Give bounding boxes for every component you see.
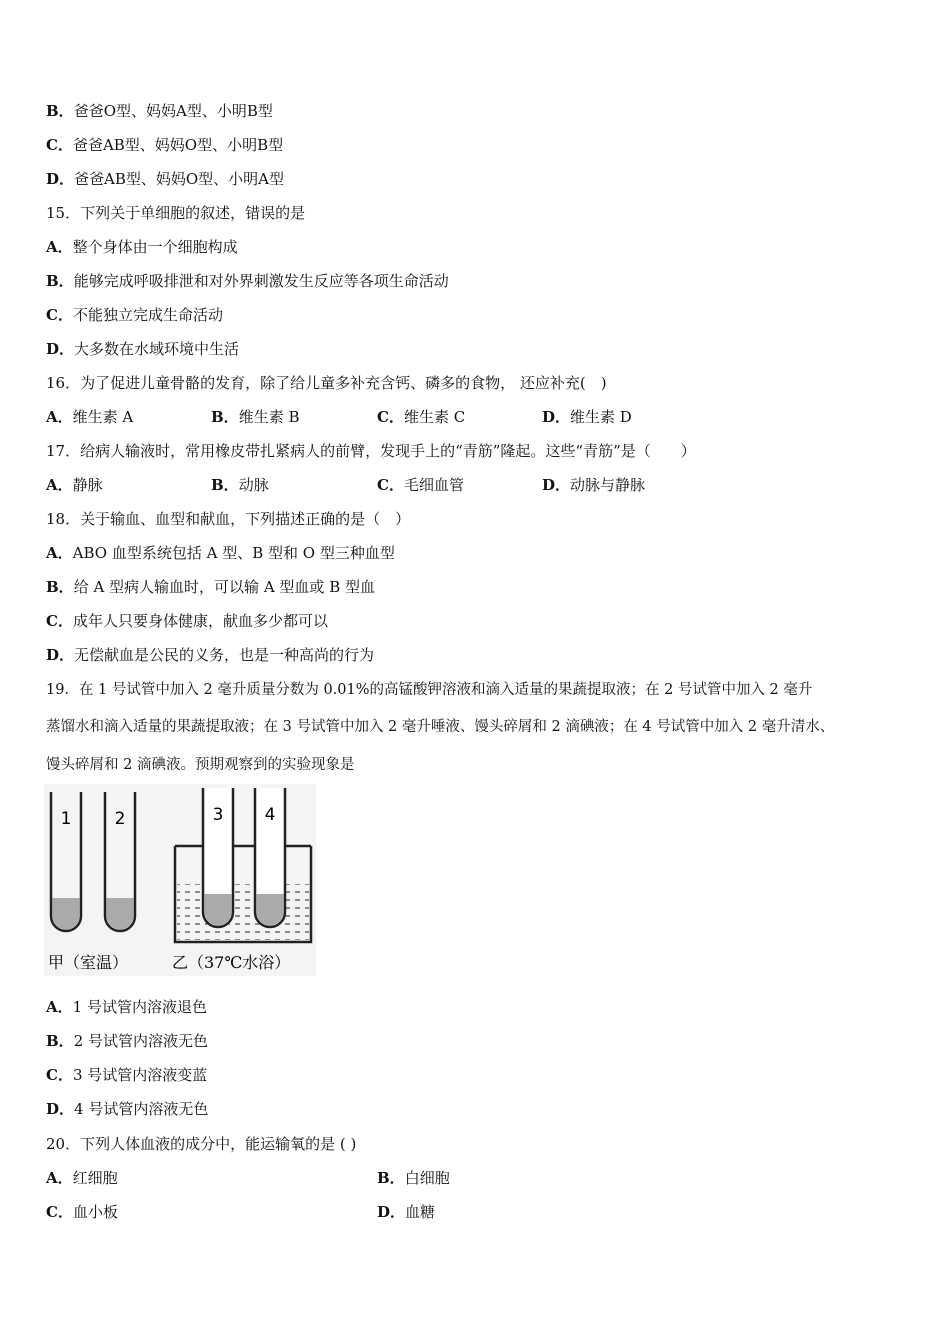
option-text: 大多数在水域环境中生活	[74, 340, 240, 358]
q19-stem-line2: 蒸馏水和滴入适量的果蔬提取液；在 3 号试管中加入 2 毫升唾液、馒头碎屑和 2 滴碘液；在 4 号试管中加入 2 毫升清水、	[46, 719, 835, 735]
option-letter: B．	[46, 1032, 74, 1050]
option-text: 能够完成呼吸排泄和对外界刺激发生反应等各项生命活动	[73, 272, 449, 290]
option-text: 爸爸O型、妈妈A型、小明B型	[73, 102, 273, 120]
q17-option-b	[211, 475, 269, 495]
option-text: 静脉	[72, 476, 103, 494]
option-text: 1 号试管内溶液退色	[72, 998, 207, 1016]
q16-option-b	[211, 407, 299, 427]
option-text: 不能独立完成生命活动	[72, 306, 223, 324]
option-letter: C．	[46, 136, 73, 154]
option-letter: D．	[542, 408, 571, 426]
option-text: 血糖	[405, 1203, 436, 1221]
option-letter: A．	[46, 408, 73, 426]
option-letter: D．	[46, 1100, 75, 1118]
option-text: 红细胞	[72, 1169, 118, 1187]
q17-option-a	[46, 475, 103, 495]
q15-stem: 15．下列关于单细胞的叙述，错误的是	[46, 204, 306, 222]
caption-left: 甲（室温）	[48, 953, 129, 972]
option-letter: C．	[46, 1066, 73, 1084]
option-text: 毛细血管	[403, 476, 464, 494]
q15-option-c	[46, 305, 223, 325]
q18-option-d	[46, 645, 374, 665]
option-letter: D．	[542, 476, 571, 494]
option-text: 3 号试管内溶液变蓝	[72, 1066, 208, 1084]
q16-option-d	[542, 407, 632, 427]
option-letter: A．	[46, 998, 73, 1016]
option-text: 维生素 D	[570, 408, 632, 426]
option-letter: B．	[211, 408, 239, 426]
q20-stem: 20．下列人体血液的成分中，能运输氧的是 ( )	[46, 1135, 357, 1153]
option-letter: B．	[46, 578, 74, 596]
q17-stem: 17．给病人输液时，常用橡皮带扎紧病人的前臂，发现手上的“青筋”隆起。这些“青筋”是（ ）	[46, 442, 696, 460]
option-letter: A．	[46, 544, 73, 562]
tube-1	[51, 792, 81, 931]
option-text: 白细胞	[404, 1169, 450, 1187]
q19-option-d	[46, 1099, 208, 1119]
option-letter: B．	[46, 272, 74, 290]
q14-option-b	[46, 101, 273, 121]
q16-option-a	[46, 407, 133, 427]
option-letter: D．	[46, 340, 75, 358]
q14-option-d	[46, 169, 284, 189]
tube-4-label: 4	[264, 805, 276, 825]
option-letter: D．	[46, 646, 75, 664]
option-letter: B．	[211, 476, 239, 494]
q19-stem-line1: 19．在 1 号试管中加入 2 毫升质量分数为 0.01%的高锰酸钾溶液和滴入适量的果蔬提取液；在 2 号试管中加入 2 毫升	[46, 682, 813, 698]
q20-option-d	[377, 1202, 435, 1222]
test-tube-diagram	[44, 784, 316, 976]
option-letter: B．	[377, 1169, 405, 1187]
option-text: 给 A 型病人输血时，可以输 A 型血或 B 型血	[73, 578, 375, 596]
option-text: 维生素 A	[72, 408, 134, 426]
option-letter: C．	[46, 306, 73, 324]
tube-1-label: 1	[60, 809, 72, 829]
option-letter: C．	[46, 1203, 73, 1221]
tube-2-label: 2	[114, 809, 126, 829]
option-letter: A．	[46, 1169, 73, 1187]
q19-stem-line3: 馒头碎屑和 2 滴碘液。预期观察到的实验现象是	[46, 757, 355, 773]
option-text: ABO 血型系统包括 A 型、B 型和 O 型三种血型	[72, 544, 395, 562]
option-letter: A．	[46, 238, 73, 256]
option-text: 血小板	[72, 1203, 118, 1221]
option-text: 整个身体由一个细胞构成	[72, 238, 238, 256]
option-text: 成年人只要身体健康，献血多少都可以	[72, 612, 328, 630]
q19-option-a	[46, 997, 207, 1017]
option-letter: B．	[46, 102, 74, 120]
option-text: 4 号试管内溶液无色	[74, 1100, 209, 1118]
q19-option-c	[46, 1065, 207, 1085]
tube-3	[203, 788, 233, 927]
q17-option-d	[542, 475, 645, 495]
option-text: 无偿献血是公民的义务，也是一种高尚的行为	[74, 646, 375, 664]
q18-option-c	[46, 611, 328, 631]
q18-option-a	[46, 543, 395, 563]
q20-option-c	[46, 1202, 118, 1222]
option-text: 爸爸AB型、妈妈O型、小明A型	[74, 170, 285, 188]
option-letter: C．	[46, 612, 73, 630]
option-text: 爸爸AB型、妈妈O型、小明B型	[72, 136, 284, 154]
q15-option-b	[46, 271, 449, 291]
water-bath	[175, 846, 311, 942]
tube-3-label: 3	[212, 805, 224, 825]
option-letter: D．	[377, 1203, 406, 1221]
q19-option-b	[46, 1031, 208, 1051]
q18-stem: 18．关于输血、血型和献血，下列描述正确的是（ ）	[46, 510, 411, 528]
tube-2	[105, 792, 135, 931]
q14-option-c	[46, 135, 283, 155]
q15-option-d	[46, 339, 239, 359]
q20-option-b	[377, 1168, 450, 1188]
option-letter: A．	[46, 476, 73, 494]
option-text: 动脉	[238, 476, 269, 494]
q16-stem: 16．为了促进儿童骨骼的发育，除了给儿童多补充含钙、磷多的食物， 还应补充( )	[46, 374, 607, 392]
caption-right: 乙（37℃水浴）	[172, 953, 291, 972]
tube-4	[255, 788, 285, 927]
option-letter: C．	[377, 408, 404, 426]
option-letter: D．	[46, 170, 75, 188]
q20-option-a	[46, 1168, 118, 1188]
q16-option-c	[377, 407, 465, 427]
test-tube-figure	[44, 784, 316, 976]
option-letter: C．	[377, 476, 404, 494]
option-text: 2 号试管内溶液无色	[73, 1032, 208, 1050]
q17-option-c	[377, 475, 464, 495]
option-text: 动脉与静脉	[570, 476, 646, 494]
option-text: 维生素 C	[403, 408, 466, 426]
q15-option-a	[46, 237, 238, 257]
q18-option-b	[46, 577, 375, 597]
option-text: 维生素 B	[238, 408, 300, 426]
